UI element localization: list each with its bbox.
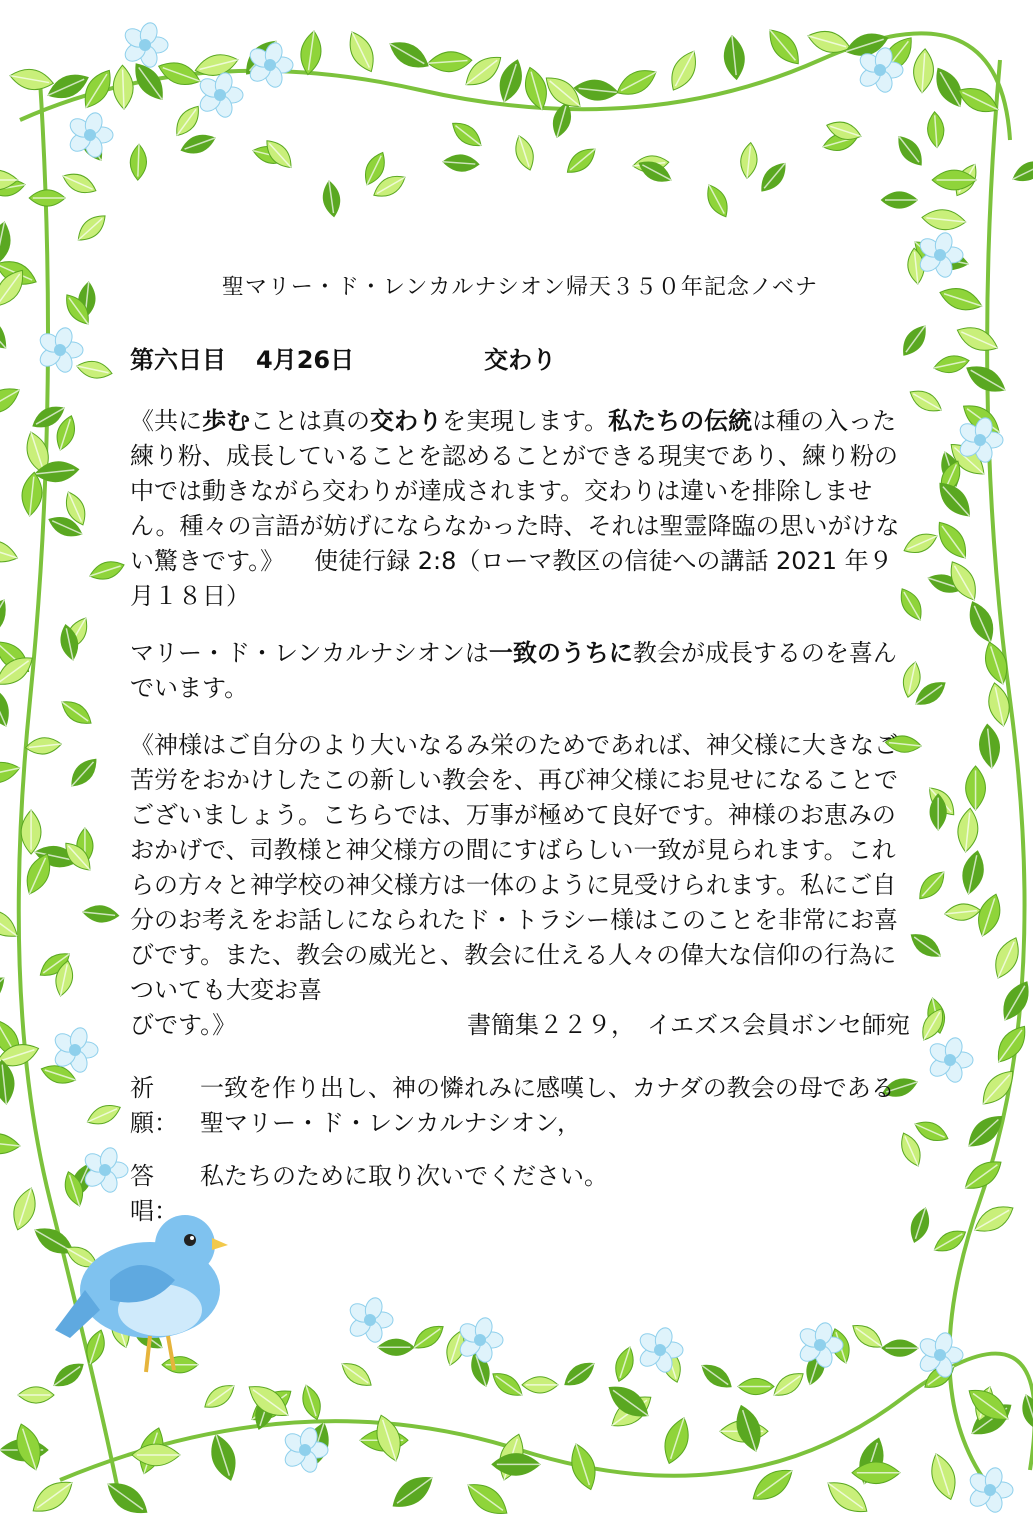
quote2-citation: 書簡集２２９， イエズス会員ボンセ師宛 <box>466 1011 910 1039</box>
leaf <box>132 1444 180 1466</box>
leaf <box>0 682 15 730</box>
leaf <box>82 904 119 924</box>
day-date: 4月26日 <box>256 346 355 374</box>
flower-center <box>69 1044 81 1056</box>
leaf <box>562 143 600 179</box>
flower-center <box>984 1484 996 1496</box>
leaf <box>298 1383 325 1422</box>
leaf-shape <box>996 977 1033 1025</box>
leaf <box>560 1357 599 1391</box>
leaf <box>963 598 999 646</box>
leaf <box>573 78 619 102</box>
leaf <box>921 208 967 232</box>
flower-center <box>474 1334 486 1346</box>
leaf <box>937 283 985 315</box>
prayer-line-1: 一致を作り出し、神の憐れみに感嘆し、カナダの教会の母である <box>200 1074 895 1102</box>
leaf <box>511 133 538 172</box>
leaf <box>932 353 971 376</box>
leaf <box>193 50 240 80</box>
leaf-shape <box>0 381 24 420</box>
prayer-block <box>130 1071 910 1141</box>
flower-center <box>299 1444 311 1456</box>
flower-center <box>84 129 96 141</box>
quote-letter <box>130 728 910 1043</box>
leaf-shape <box>0 758 22 787</box>
leaf <box>977 723 1001 769</box>
leaf <box>0 971 10 1015</box>
flower-center <box>364 1314 376 1326</box>
leaf <box>427 50 472 73</box>
leaf-shape <box>0 682 15 730</box>
leaf <box>848 1319 887 1353</box>
leaf <box>702 181 733 220</box>
leaf <box>0 758 22 787</box>
leaf <box>60 169 99 198</box>
leaf <box>29 190 65 206</box>
leaf <box>762 24 805 70</box>
quote-pope <box>130 404 910 614</box>
leaf <box>21 810 41 854</box>
quote1-bold-communion: 交わり <box>370 407 442 435</box>
leaf <box>27 1474 79 1520</box>
day-heading <box>130 343 910 378</box>
leaf <box>337 1357 376 1391</box>
leaf <box>0 1132 21 1156</box>
quote2-last-line <box>130 1008 910 1043</box>
leaf <box>739 142 759 179</box>
leaf <box>906 385 945 417</box>
leaf <box>49 1358 88 1392</box>
leaf <box>659 1414 694 1466</box>
leaf <box>973 891 1005 939</box>
leaf <box>73 210 111 246</box>
leaf <box>944 902 981 922</box>
leaf <box>912 1117 951 1146</box>
leaf <box>926 1450 961 1502</box>
leaf <box>0 309 13 355</box>
leaf <box>343 28 380 76</box>
quote2-last: びです。》 <box>130 1011 237 1039</box>
leaf <box>130 144 147 181</box>
leaf <box>75 358 114 381</box>
flower-icon <box>927 1036 973 1085</box>
flower-icon <box>917 1331 963 1380</box>
statement-after: 教会が成長するのを喜んでいます。 <box>130 639 897 702</box>
leaf <box>953 321 1001 357</box>
leaf <box>613 63 661 101</box>
leaf <box>84 1100 123 1129</box>
leaf-shape <box>0 535 21 567</box>
leaf <box>57 695 96 729</box>
leaf <box>492 1454 540 1476</box>
leaf <box>178 130 217 158</box>
leaf-shape <box>0 595 13 643</box>
leaf <box>442 154 479 173</box>
day-theme: 交わり <box>484 346 557 374</box>
flower-center <box>264 59 276 71</box>
leaf <box>87 557 126 584</box>
leaf <box>882 1340 918 1356</box>
flower-center <box>944 1054 956 1066</box>
leaf <box>162 1357 198 1373</box>
vine-stem <box>60 1354 1033 1480</box>
flower-center <box>814 1339 826 1351</box>
leaf <box>989 934 1025 982</box>
leaf <box>25 736 62 756</box>
statement-paragraph <box>130 636 910 706</box>
leaf <box>907 1205 934 1244</box>
flower-icon <box>797 1321 843 1370</box>
day-label: 第六日目 <box>130 346 226 374</box>
document-body <box>130 270 910 1229</box>
quote2-text: 《神様はご自分のより大いなるみ栄のためであれば、神父様に大きなご苦労をおかけしたこの新しい教会を、再び神父様にお見せになることでございましょう。こちらでは、万事が極めて良好です。神様のお恵みのおかげで、司教様と神父様方の間にすばらしい一致が見られます。これらの方々と神学校の神父様方は一体のように見受けられます。私にご自分のお考えをお話しになられたド・トラシー様はこのことを非常にお喜びです。また、教会の威光と、教会に仕える人々の偉大な信仰の行為についても大変お喜 <box>130 731 898 1004</box>
leaf <box>298 30 324 76</box>
prayer-line-2: 聖マリー・ド・レンカルナシオン， <box>200 1109 581 1137</box>
novena-title: 聖マリー・ド・レンカルナシオン帰天３５０年記念ノベナ <box>221 275 819 300</box>
leaf <box>387 1469 439 1515</box>
leaf <box>321 180 342 218</box>
leaf <box>409 1320 448 1354</box>
bird-eye-shine <box>190 1236 194 1240</box>
leaf-shape <box>0 971 10 1015</box>
leaf <box>756 158 792 196</box>
refrain-text: 私たちのために取り次いでください。 <box>200 1162 608 1190</box>
leaf <box>881 192 917 208</box>
quote1-bold-walk: 歩む <box>202 407 250 435</box>
flower-center <box>654 1344 666 1356</box>
leaf-shape <box>0 220 14 267</box>
flower-icon <box>122 21 168 70</box>
leaf <box>0 535 21 567</box>
flower-center <box>214 89 226 101</box>
leaf <box>722 35 746 81</box>
leaf <box>200 1379 239 1413</box>
leaf <box>931 517 973 564</box>
quote1-text-6: は種の入った練り粉、成長していることを認めることができる現実であり、練り粉の中では動きながら交わりが達成されます。交わりは違いを排除しません。種々の言語が妨げにならなかった時、それは聖霊降臨の思いがけない驚きです。》 <box>130 407 900 575</box>
leaf <box>611 1345 638 1384</box>
quote1-citation: 使徒行録 2:8（ローマ教区の信徒への講話 2021 年９月１８日） <box>130 547 893 610</box>
leaf <box>912 48 935 93</box>
bird-beak <box>212 1238 228 1250</box>
leaf <box>0 381 24 420</box>
leaf <box>0 220 14 267</box>
leaf <box>907 928 946 962</box>
flower-icon <box>67 111 113 160</box>
leaf <box>18 1387 54 1403</box>
bird-eye <box>184 1234 196 1246</box>
refrain-block <box>130 1159 910 1229</box>
leaf <box>385 35 433 74</box>
leaf <box>996 977 1033 1025</box>
flower-icon <box>967 1466 1013 1515</box>
leaf <box>991 1021 1033 1068</box>
leaf <box>448 117 486 152</box>
quote1-text-2: ことは真の <box>250 407 370 435</box>
statement-bold: 一致のうちに <box>488 639 633 667</box>
leaf <box>66 754 102 792</box>
leaf <box>1009 156 1033 186</box>
leaf <box>8 1185 40 1233</box>
flower-center <box>974 434 986 446</box>
flower-center <box>99 1164 111 1176</box>
leaf <box>914 867 950 905</box>
leaf <box>378 1339 414 1355</box>
leaf <box>929 63 968 111</box>
flower-center <box>874 64 886 76</box>
leaf <box>170 102 204 141</box>
leaf <box>566 1441 601 1493</box>
leaf <box>8 66 55 93</box>
leaf <box>102 1475 154 1521</box>
leaf <box>113 65 134 110</box>
leaf <box>769 1367 808 1401</box>
leaf <box>206 1431 241 1483</box>
vine-stem <box>949 60 1024 1500</box>
leaf-shape <box>0 309 13 355</box>
flower-icon <box>347 1296 393 1345</box>
leaf <box>522 1377 558 1393</box>
flower-center <box>934 249 946 261</box>
flower-center <box>934 1349 946 1361</box>
leaf <box>1018 1392 1033 1431</box>
leaf <box>893 132 928 170</box>
quote1-bold-tradition: 私たちの伝統 <box>608 407 753 435</box>
quote1-text-4: を実現します。 <box>442 407 609 435</box>
leaf <box>956 807 980 853</box>
leaf <box>852 1462 900 1484</box>
leaf <box>665 47 703 95</box>
flower-icon <box>197 71 243 120</box>
flower-center <box>54 344 66 356</box>
flower-center <box>139 39 151 51</box>
leaf <box>0 595 13 643</box>
flower-icon <box>37 326 83 375</box>
prayer-label: 祈願： <box>130 1074 178 1137</box>
leaf <box>697 1359 736 1393</box>
quote1-text-0: 《共に <box>130 407 202 435</box>
leaf <box>738 1378 774 1394</box>
leaf <box>805 26 853 57</box>
prayer-text <box>200 1071 895 1141</box>
refrain-label: 答唱： <box>130 1162 178 1225</box>
leaf <box>959 849 988 896</box>
bluebird-illustration <box>55 1215 228 1372</box>
statement-before: マリー・ド・レンカルナシオンは <box>130 639 489 667</box>
leaf <box>488 1367 527 1401</box>
leaf <box>462 1476 514 1522</box>
leaf <box>926 111 945 148</box>
leaf <box>966 766 986 810</box>
